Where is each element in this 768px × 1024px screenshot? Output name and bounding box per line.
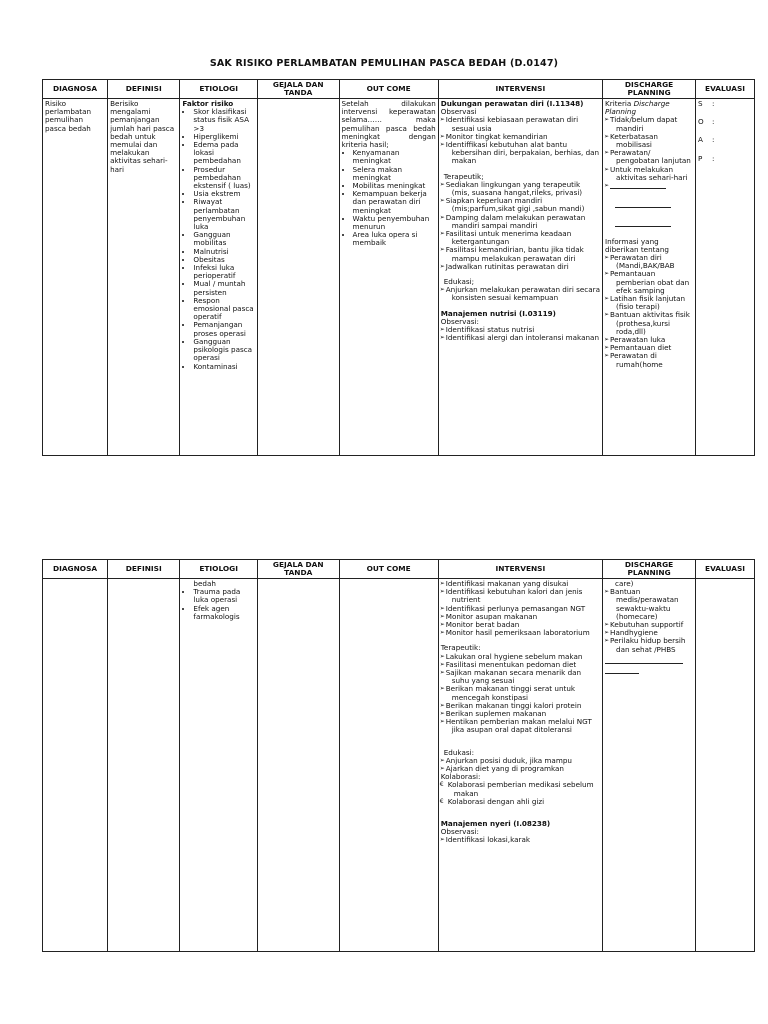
observasi-list	[441, 116, 600, 165]
list-item: ➢ Anjurkan melakukan perawatan diri secara konsisten sesuai kemampuan	[439, 285, 600, 303]
edukasi-label: Edukasi;	[443, 277, 475, 287]
arrow-bullet-icon: ➢	[439, 836, 445, 844]
list-item: ➢ Perilaku hidup bersih dan sehat /PHBS	[604, 636, 686, 654]
list-item: • Gangguan psikologis pasca operasi	[193, 338, 255, 363]
eval-a-row: A :	[698, 135, 715, 145]
arrow-bullet-icon: ➢	[604, 165, 610, 173]
cell-evaluasi	[696, 99, 755, 456]
arrow-bullet-icon: ➢	[439, 669, 445, 677]
list-item: ➢ Fasilitasi menentukan pedoman diet	[439, 659, 577, 669]
list-item: • Gangguan mobilitas	[193, 231, 255, 247]
arrow-bullet-icon: ➢	[604, 637, 610, 645]
arrow-bullet-icon: ➢	[439, 326, 445, 334]
list-item: • Pemanjangan proses operasi	[193, 321, 255, 337]
list-item: ➢ Bantuan aktivitas fisik (prothesa,kursi roda,dll)	[604, 310, 690, 336]
list-item: ➢ Anjurkan posisi duduk, jika mampu	[439, 755, 572, 765]
arrow-bullet-icon: ➢	[604, 588, 610, 596]
intervensi-section-title: Manajemen nyeri (I.08238)	[440, 819, 551, 829]
list-item: ➢ Berikan makanan tinggi serat untuk mencegah konstipasi	[439, 684, 576, 702]
list-item: ➢ Fasilitasi untuk menerima keadaan ketergantungan	[439, 229, 572, 247]
arrow-bullet-icon: ➢	[604, 254, 610, 262]
arrow-bullet-icon: ➢	[439, 197, 445, 205]
cell-definisi	[108, 99, 180, 456]
list-item: ➢ Identifikasi kebutuhan kalori dan jenis nutrient	[439, 587, 583, 605]
cell-outcome	[339, 99, 438, 456]
cell-gejala	[257, 579, 339, 952]
definisi-text: Berisiko mengalami pemanjangan jumlah hari pasca bedah untuk memulai dan melakukan aktivitas sehari-hari	[110, 99, 175, 174]
list-item: • Kemampuan bekerja dan perawatan diri meningkat	[353, 190, 436, 215]
list-item: • Infeksi luka perioperatif	[193, 264, 255, 280]
list-item: ➢ Identiffikasi kebutuhan alat bantu kebersihan diri, berpakaian, berhias, dan makan	[439, 140, 600, 166]
list-item: ➢ Sajikan makanan secara menarik dan suhu yang sesuai	[439, 668, 582, 686]
list-item: • Hiperglikemi	[193, 133, 255, 141]
arrow-bullet-icon: ➢	[439, 612, 445, 620]
col-header-discharge: DISCHARGE PLANNING	[603, 80, 696, 99]
arrow-bullet-icon: ➢	[604, 182, 610, 190]
kolaborasi-label: Kolaborasi:	[440, 772, 481, 782]
list-item: ➢ Identifikasi lokasi,karak	[439, 835, 531, 845]
col-header-discharge: DISCHARGE PLANNING	[603, 560, 696, 579]
discharge-criteria: Kriteria Discharge Planning	[605, 99, 670, 117]
list-item: ➢ Kebutuhan supportif	[604, 620, 684, 630]
arrow-bullet-icon: ➢	[439, 262, 445, 270]
arrow-bullet-icon: ➢	[439, 246, 445, 254]
list-item: ➢ Berikan makanan tinggi kalori protein	[439, 700, 582, 710]
list-item: • Selera makan meningkat	[353, 166, 436, 182]
list-item: ➢ Fasilitasi kemandirian, bantu jika tidak mampu melakukan perawatan diri	[439, 245, 584, 263]
list-item: € Kolaborasi pemberian medikasi sebelum makan	[439, 780, 594, 798]
arrow-bullet-icon: ➢	[439, 180, 445, 188]
arrow-bullet-icon: ➢	[439, 652, 445, 660]
cell-evaluasi	[696, 579, 755, 952]
discharge-info-list	[605, 254, 693, 369]
list-item: ➢ Monitor asupan makanan	[439, 611, 538, 621]
col-header-gejala: GEJALA DAN TANDA	[257, 560, 339, 579]
sak-table-page-2	[42, 559, 755, 952]
discharge-info-label: Informasi yang diberikan tentang	[605, 236, 669, 254]
list-item: ➢ Berikan suplemen makanan	[439, 709, 547, 719]
cell-definisi	[108, 579, 180, 952]
etiologi-continued: bedah	[193, 579, 216, 588]
etiologi-list	[182, 588, 255, 621]
col-header-evaluasi: EVALUASI	[696, 80, 755, 99]
euro-bullet-icon: €	[439, 797, 444, 805]
observasi-list	[441, 836, 600, 844]
list-item: ➢ Lakukan oral hygiene sebelum makan	[439, 651, 583, 661]
arrow-bullet-icon: ➢	[439, 588, 445, 596]
arrow-bullet-icon: ➢	[439, 580, 445, 587]
list-item: • Efek agen farmakologis	[193, 605, 255, 621]
list-item: ➢ Identifikasi makanan yang disukai	[439, 579, 569, 588]
col-header-evaluasi: EVALUASI	[696, 560, 755, 579]
eval-o-row: O :	[698, 117, 715, 127]
cell-discharge	[603, 99, 696, 456]
kolaborasi-list	[441, 781, 600, 806]
list-item: ➢ Sediakan lingkungan yang terapeutik (mis, suasana hangat,rileks, privasi)	[439, 179, 583, 198]
list-item: ➢ Handhygiene	[604, 628, 658, 638]
arrow-bullet-icon: ➢	[439, 629, 445, 637]
list-item: ➢ Latihan fisik lanjutan (fisio terapi)	[604, 294, 686, 312]
arrow-bullet-icon: ➢	[604, 336, 610, 344]
arrow-bullet-icon: ➢	[439, 230, 445, 238]
discharge-criteria-list	[605, 116, 693, 191]
list-item: • Mual / muntah persisten	[193, 280, 255, 296]
blank-line	[615, 201, 671, 208]
arrow-bullet-icon: ➢	[604, 621, 610, 629]
arrow-bullet-icon: ➢	[604, 149, 610, 157]
arrow-bullet-icon: ➢	[604, 270, 610, 278]
col-header-gejala: GEJALA DAN TANDA	[257, 80, 339, 99]
list-item: ➢ Keterbatasan mobilisasi	[604, 131, 658, 150]
col-header-etiologi: ETIOLOGI	[180, 80, 258, 99]
terapeutik-list	[441, 181, 600, 271]
list-item: ➢ Monitor berat badan	[439, 620, 520, 630]
arrow-bullet-icon: ➢	[439, 141, 445, 149]
outcome-intro: Setelah dilakukan intervensi keperawatan selama…… maka pemulihan pasca bedah meningkat dengan kriteria hasil;	[341, 99, 436, 150]
col-header-intervensi: INTERVENSI	[438, 80, 602, 99]
discharge-continued: care)	[615, 579, 634, 588]
observasi-list	[441, 326, 600, 342]
arrow-bullet-icon: ➢	[604, 629, 610, 637]
cell-diagnosa	[43, 99, 108, 456]
arrow-bullet-icon: ➢	[604, 116, 610, 124]
cell-etiologi	[180, 579, 258, 952]
arrow-bullet-icon: ➢	[439, 701, 445, 709]
list-item: ➢ Pemantauan diet	[604, 343, 672, 353]
intervensi-section-title: Dukungan perawatan diri (I.11348)	[440, 99, 584, 108]
list-item: ➢ Hentikan pemberian makan melalui NGT jika asupan oral dapat ditoleransi	[439, 717, 592, 735]
arrow-bullet-icon: ➢	[604, 311, 610, 319]
list-item: ➢ Jadwalkan rutinitas perawatan diri	[439, 261, 569, 271]
list-item: ➢ Damping dalam melakukan perawatan mandiri sampai mandiri	[439, 212, 586, 230]
arrow-bullet-icon: ➢	[439, 604, 445, 612]
edukasi-list	[441, 757, 600, 773]
blank-line	[605, 657, 683, 664]
intervensi-section-title: Manajemen nutrisi (I.03119)	[440, 308, 556, 318]
arrow-bullet-icon: ➢	[604, 344, 610, 352]
arrow-bullet-icon: ➢	[439, 116, 445, 124]
edukasi-list	[441, 286, 600, 302]
list-item: ➢ Pemantauan pemberian obat dan efek samping	[604, 269, 690, 295]
arrow-bullet-icon: ➢	[439, 660, 445, 668]
list-item: ➢ Perawatan luka	[604, 335, 666, 345]
observasi-label: Observasi	[440, 107, 477, 117]
edukasi-label: Edukasi:	[443, 747, 475, 757]
list-item: ➢ Monitor tingkat kemandirian	[439, 131, 548, 141]
col-header-diagnosa: DIAGNOSA	[43, 560, 108, 579]
etiologi-list	[182, 108, 255, 371]
observasi-label: Observasi:	[440, 827, 479, 837]
list-item: • Usia ekstrem	[193, 190, 255, 198]
col-header-intervensi: INTERVENSI	[438, 560, 602, 579]
list-item: ➢ Perawatan/ pengobatan lanjutan	[604, 148, 691, 166]
list-item: ➢ Tidak/belum dapat mandiri	[604, 115, 678, 133]
list-item: ➢ Identifikasi perlunya pemasangan NGT	[439, 603, 586, 613]
arrow-bullet-icon: ➢	[439, 685, 445, 693]
discharge-list	[605, 588, 693, 654]
col-header-outcome: OUT COME	[339, 560, 438, 579]
list-item: • Trauma pada luka operasi	[193, 588, 255, 604]
list-item: ➢ Perawatan diri (Mandi,BAK/BAB	[604, 253, 675, 271]
observasi-label: Observasi:	[440, 316, 479, 326]
cell-gejala	[257, 99, 339, 456]
list-item: ➢ Identifikasi alergi dan intoleransi makanan	[439, 333, 600, 343]
list-item: ➢ Identifikasi kebiasaan perawatan diri sesuai usia	[439, 115, 579, 133]
blank-line	[605, 667, 639, 674]
blank-line	[615, 220, 671, 227]
list-item	[604, 182, 693, 191]
arrow-bullet-icon: ➢	[604, 295, 610, 303]
sak-table-page-1	[42, 79, 755, 456]
list-item: ➢ Bantuan medis/perawatan sewaktu-waktu (homecare)	[604, 587, 679, 621]
terapeutik-label: Terapeutik:	[440, 643, 481, 653]
list-item: • Malnutrisi	[193, 248, 255, 256]
list-item: • Edema pada lokasi pembedahan	[193, 141, 255, 166]
col-header-definisi: DEFINISI	[108, 560, 180, 579]
list-item: • Obesitas	[193, 256, 255, 264]
observasi-list	[441, 580, 600, 637]
col-header-diagnosa: DIAGNOSA	[43, 80, 108, 99]
terapeutik-list	[441, 653, 600, 735]
arrow-bullet-icon: ➢	[439, 765, 445, 773]
cell-etiologi	[180, 99, 258, 456]
list-item: ➢ Monitor hasil pemeriksaan laboratorium	[439, 628, 590, 638]
euro-bullet-icon: €	[439, 781, 444, 789]
cell-intervensi	[438, 99, 602, 456]
document-title: SAK RISIKO PERLAMBATAN PEMULIHAN PASCA BEDAH (D.0147)	[209, 58, 559, 69]
eval-s-row: S :	[698, 99, 715, 108]
list-item: ➢ Siapkan keperluan mandiri (mis;parfum,sikat gigi ,sabun mandi)	[439, 196, 585, 214]
arrow-bullet-icon: ➢	[439, 621, 445, 629]
cell-diagnosa	[43, 579, 108, 952]
list-item: • Riwayat perlambatan penyembuhan luka	[193, 198, 255, 231]
arrow-bullet-icon: ➢	[439, 334, 445, 342]
list-item: • Waktu penyembuhan menurun	[353, 215, 436, 231]
blank-line	[610, 182, 666, 189]
outcome-list	[342, 149, 436, 247]
col-header-outcome: OUT COME	[339, 80, 438, 99]
list-item: € Kolaborasi dengan ahli gizi	[439, 796, 545, 806]
arrow-bullet-icon: ➢	[604, 352, 610, 360]
list-item: ➢ Ajarkan diet yang di programkan	[439, 764, 564, 774]
col-header-etiologi: ETIOLOGI	[180, 560, 258, 579]
list-item: • Kenyamanan meningkat	[353, 149, 436, 165]
col-header-definisi: DEFINISI	[108, 80, 180, 99]
arrow-bullet-icon: ➢	[439, 132, 445, 140]
cell-intervensi	[438, 579, 602, 952]
list-item: • Respon emosional pasca operatif	[193, 297, 255, 322]
list-item: • Kontaminasi	[193, 363, 255, 371]
list-item: ➢ Identifikasi status nutrisi	[439, 325, 535, 335]
eval-p-row: P :	[698, 153, 715, 163]
arrow-bullet-icon: ➢	[439, 213, 445, 221]
arrow-bullet-icon: ➢	[439, 286, 445, 294]
list-item: ➢ Perawatan di rumah(home	[604, 351, 663, 369]
list-item: • Area luka opera si membaik	[353, 231, 436, 247]
diagnosa-text: Risiko perlambatan pemulihan pasca bedah	[45, 99, 92, 133]
arrow-bullet-icon: ➢	[439, 718, 445, 726]
arrow-bullet-icon: ➢	[439, 756, 445, 764]
cell-discharge	[603, 579, 696, 952]
etiologi-heading: Faktor risiko	[182, 99, 234, 108]
arrow-bullet-icon: ➢	[439, 710, 445, 718]
list-item: • Prosedur pembedahan ekstensif ( luas)	[193, 166, 255, 191]
list-item: • Skor klasifikasi status fisik ASA >3	[193, 108, 255, 133]
list-item: • Mobilitas meningkat	[353, 182, 436, 190]
cell-outcome	[339, 579, 438, 952]
arrow-bullet-icon: ➢	[604, 132, 610, 140]
terapeutik-label: Terapeutik;	[443, 171, 484, 181]
list-item: ➢ Untuk melakukan aktivitas sehari-hari	[604, 164, 688, 182]
